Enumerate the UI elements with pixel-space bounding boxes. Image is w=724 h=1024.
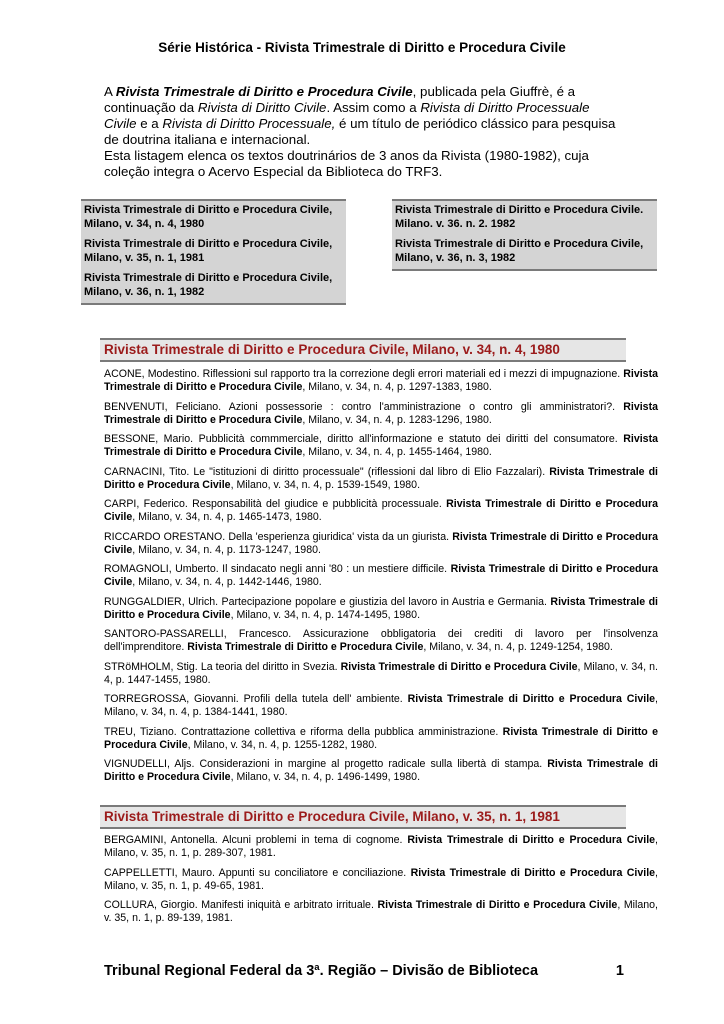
intro-text xyxy=(104,84,620,180)
entry-author-title: CAPPELLETTI, Mauro. Appunti su conciliatore e conciliazione. xyxy=(104,866,411,879)
intro-paragraph-2: Esta listagem elenca os textos doutrinários de 3 anos da Rivista (1980-1982), cuja coleção integra o Acervo Especial da Biblioteca do TRF3. xyxy=(104,148,589,179)
entry-citation: , Milano, v. 34, n. 4, p. 1297-1383, 1980. xyxy=(302,381,492,393)
entry-citation: , Milano, v. 35, n. 1, p. 49-65, 1981. xyxy=(104,866,658,892)
index-item[interactable]: Rivista Trimestrale di Diritto e Procedura Civile. Milano. v. 36. n. 2. 1982 xyxy=(395,204,644,230)
entry-journal: Rivista Trimestrale di Diritto e Procedura Civile xyxy=(104,595,658,621)
entry-citation: , Milano, v. 34, n. 4, p. 1474-1495, 1980. xyxy=(230,608,421,621)
entry-author-title: VIGNUDELLI, Aljs. Considerazioni in margine al progetto radicale sulla libertà di stampa. xyxy=(104,758,548,770)
entry-journal: Rivista Trimestrale di Diritto e Procedura Civile xyxy=(407,693,656,705)
bibliography-entry xyxy=(104,661,658,687)
bibliography-entry xyxy=(104,693,658,719)
issue-index-right xyxy=(392,199,657,271)
entry-citation: , Milano, v. 34, n. 4, p. 1465-1473, 1980. xyxy=(132,511,322,523)
section-entries-v35-n1 xyxy=(104,834,658,932)
entry-journal: Rivista Trimestrale di Diritto e Procedura Civile xyxy=(104,758,658,783)
bibliography-entry xyxy=(104,834,658,860)
intro-segment: . Assim como a xyxy=(326,100,421,115)
entry-journal: Rivista Trimestrale di Diritto e Procedura Civile xyxy=(104,433,658,458)
section-heading-v34-n4: Rivista Trimestrale di Diritto e Procedura Civile, Milano, v. 34, n. 4, 1980 xyxy=(100,338,626,362)
index-item[interactable]: Rivista Trimestrale di Diritto e Procedura Civile, Milano, v. 36, n. 3, 1982 xyxy=(395,238,644,264)
intro-paragraph-1 xyxy=(104,84,620,148)
entry-journal: Rivista Trimestrale di Diritto e Procedura Civile xyxy=(104,530,658,556)
bibliography-entry xyxy=(104,758,658,784)
footer-text: Tribunal Regional Federal da 3ª. Região – Divisão de Biblioteca xyxy=(104,963,539,979)
entry-journal: Rivista Trimestrale di Diritto e Procedura Civile xyxy=(104,465,659,491)
page-title: Série Histórica - Rivista Trimestrale di Diritto e Procedura Civile xyxy=(158,40,566,55)
bibliography-entry xyxy=(104,401,658,427)
entry-author-title: TREU, Tiziano. Contrattazione collettiva e riforma della pubblica amministrazione. xyxy=(104,725,503,738)
section-heading-v35-n1: Rivista Trimestrale di Diritto e Procedura Civile, Milano, v. 35, n. 1, 1981 xyxy=(100,805,626,829)
bibliography-entry xyxy=(104,726,658,752)
entry-citation: , Milano, v. 34, n. 4, p. 1442-1446, 1980. xyxy=(132,576,322,588)
intro-segment: Rivista di Diritto Processuale Civile xyxy=(104,100,590,131)
entry-author-title: BESSONE, Mario. Pubblicità commmerciale, diritto all'informazione e statuto dei diritti del consumatore. xyxy=(104,433,624,445)
entry-author-title: RICCARDO ORESTANO. Della 'esperienza giuridica' vista da un giurista. xyxy=(104,530,453,543)
entry-citation: , Milano, v. 34, n. 4, p. 1255-1282, 1980. xyxy=(187,738,378,751)
intro-segment: e a xyxy=(136,116,163,131)
entry-citation: , Milano, v. 35, n. 1, p. 89-139, 1981. xyxy=(104,899,658,924)
entry-citation: , Milano, v. 34, n. 4, p. 1455-1464, 1980. xyxy=(302,446,492,458)
intro-segment: Rivista di Diritto Civile xyxy=(197,100,327,115)
bibliography-entry xyxy=(104,433,658,459)
bibliography-entry xyxy=(104,531,658,557)
entry-citation: , Milano, v. 34, n. 4, p. 1173-1247, 1980. xyxy=(132,543,321,556)
entry-author-title: CARPI, Federico. Responsabilità del giudice e pubblicità processuale. xyxy=(104,498,447,510)
bibliography-entry xyxy=(104,498,658,524)
entry-journal: Rivista Trimestrale di Diritto e Procedura Civile xyxy=(104,563,658,588)
intro-segment: , publicada pela Giuffrè, é a continuação da xyxy=(104,84,576,115)
intro-segment: Rivista Trimestrale di Diritto e Procedura Civile xyxy=(115,84,413,99)
entry-author-title: BERGAMINI, Antonella. Alcuni problemi in tema di cognome. xyxy=(104,834,408,846)
page-number: 1 xyxy=(615,963,624,979)
entry-citation: , Milano, v. 35, n. 1, p. 289-307, 1981. xyxy=(104,834,658,859)
index-item[interactable]: Rivista Trimestrale di Diritto e Procedura Civile, Milano, v. 35, n. 1, 1981 xyxy=(84,238,333,264)
entry-author-title: ROMAGNOLI, Umberto. Il sindacato negli anni '80 : un mestiere difficile. xyxy=(104,563,451,575)
entry-author-title: COLLURA, Giorgio. Manifesti iniquità e arbitrato irrituale. xyxy=(104,899,378,911)
section-entries-v34-n4 xyxy=(104,368,658,791)
index-item[interactable]: Rivista Trimestrale di Diritto e Procedura Civile, Milano, v. 36, n. 1, 1982 xyxy=(84,272,333,298)
entry-journal: Rivista Trimestrale di Diritto e Procedura Civile xyxy=(187,641,424,653)
entry-author-title: BENVENUTI, Feliciano. Azioni possessorie : contro l'amministrazione o contro gli amministratori?. xyxy=(104,400,624,413)
entry-citation: , Milano, v. 34, n. 4, p. 1384-1441, 1980. xyxy=(104,693,658,718)
index-item[interactable]: Rivista Trimestrale di Diritto e Procedura Civile, Milano, v. 34, n. 4, 1980 xyxy=(84,204,333,230)
entry-author-title: RUNGGALDIER, Ulrich. Partecipazione popolare e giustizia del lavoro in Austria e Germania. xyxy=(104,595,551,608)
entry-journal: Rivista Trimestrale di Diritto e Procedura Civile xyxy=(410,866,656,879)
bibliography-entry xyxy=(104,466,658,492)
entry-author-title: STRöMHOLM, Stig. La teoria del diritto in Svezia. xyxy=(104,660,341,673)
bibliography-entry xyxy=(104,899,658,925)
page-footer xyxy=(104,963,624,979)
entry-journal: Rivista Trimestrale di Diritto e Procedura Civile xyxy=(377,899,618,911)
intro-segment: Rivista di Diritto Processuale, xyxy=(162,116,336,131)
intro-segment: é um título de periódico clássico para pesquisa de doutrina italiana e internacional. xyxy=(104,116,616,147)
entry-author-title: ACONE, Modestino. Riflessioni sul rapporto tra la correzione degli errori materiali ed i mezzi di impugnazione. xyxy=(104,368,624,380)
entry-author-title: SANTORO-PASSARELLI, Francesco. Assicurazione obbligatoria dei crediti di lavoro per l'insolvenza dell'imprenditore. xyxy=(104,628,658,653)
bibliography-entry xyxy=(104,563,658,589)
entry-journal: Rivista Trimestrale di Diritto e Procedura Civile xyxy=(407,834,656,846)
entry-journal: Rivista Trimestrale di Diritto e Procedura Civile xyxy=(340,660,578,673)
intro-segment: A xyxy=(104,84,116,99)
entry-journal: Rivista Trimestrale di Diritto e Procedura Civile xyxy=(104,400,658,426)
entry-citation: , Milano, v. 34, n. 4, p. 1249-1254, 1980. xyxy=(423,641,613,653)
entry-journal: Rivista Trimestrale di Diritto e Procedura Civile xyxy=(104,498,658,523)
entry-citation: , Milano, v. 34, n. 4, p. 1447-1455, 1980. xyxy=(104,660,658,686)
entry-citation: , Milano, v. 34, n. 4, p. 1539-1549, 1980. xyxy=(230,478,421,491)
entry-author-title: TORREGROSSA, Giovanni. Profili della tutela dell' ambiente. xyxy=(104,693,408,705)
issue-index-left xyxy=(81,199,346,305)
entry-citation: , Milano, v. 34, n. 4, p. 1496-1499, 1980. xyxy=(230,771,421,783)
entry-journal: Rivista Trimestrale di Diritto e Procedura Civile xyxy=(104,368,658,393)
entry-citation: , Milano, v. 34, n. 4, p. 1283-1296, 1980. xyxy=(302,413,492,426)
entry-journal: Rivista Trimestrale di Diritto e Procedura Civile xyxy=(104,725,658,751)
bibliography-entry xyxy=(104,628,658,654)
bibliography-entry xyxy=(104,368,658,394)
bibliography-entry xyxy=(104,596,658,622)
bibliography-entry xyxy=(104,867,658,893)
entry-author-title: CARNACINI, Tito. Le "istituzioni di diritto processuale" (riflessioni dal libro di Elio Fazzalari). xyxy=(104,465,550,478)
